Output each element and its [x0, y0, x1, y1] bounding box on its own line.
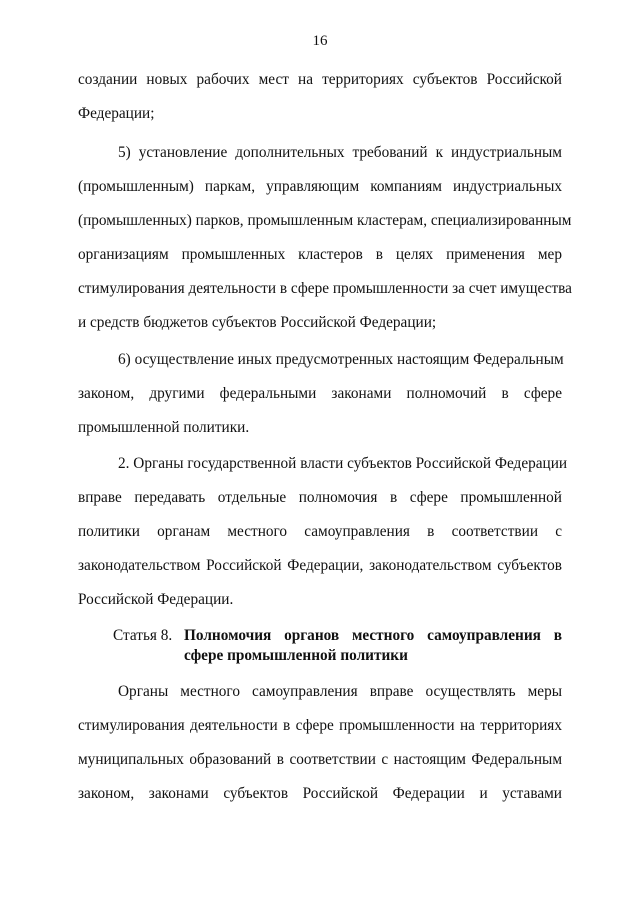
text-line: 5) установление дополнительных требований к индустриальным	[118, 144, 562, 161]
text-line: вправе передавать отдельные полномочия в сфере промышленной	[78, 489, 562, 506]
text-line: Российской Федерации.	[78, 591, 234, 608]
text-line: промышленной политики.	[78, 419, 250, 436]
article-title-line: сфере промышленной политики	[184, 647, 408, 664]
text-line: (промышленных) парков, промышленным кластерам, специализированным	[78, 212, 572, 229]
text-line: организациям промышленных кластеров в целях применения мер	[78, 246, 562, 263]
text-line: (промышленным) паркам, управляющим компаниям индустриальных	[78, 178, 562, 195]
text-line: создании новых рабочих мест на территориях субъектов Российской	[78, 71, 562, 88]
text-line: и средств бюджетов субъектов Российской Федерации;	[78, 314, 437, 331]
page-number: 16	[312, 33, 328, 49]
text-line: муниципальных образований в соответствии с настоящим Федеральным	[78, 751, 562, 768]
text-line: стимулирования деятельности в сфере промышленности на территориях	[78, 717, 562, 734]
text-line: политики органам местного самоуправления в соответствии с	[78, 523, 562, 540]
text-line: законом, другими федеральными законами полномочий в сфере	[78, 385, 562, 402]
article-label: Статья 8.	[113, 627, 173, 644]
text-line: Федерации;	[78, 105, 155, 122]
text-line: законом, законами субъектов Российской Федерации и уставами	[78, 785, 562, 802]
text-line: 2. Органы государственной власти субъектов Российской Федерации	[118, 455, 568, 472]
article-title-line: Полномочия органов местного самоуправления в	[184, 627, 562, 644]
text-line: стимулирования деятельности в сфере промышленности за счет имущества	[78, 280, 572, 297]
text-line: Органы местного самоуправления вправе осуществлять меры	[118, 683, 562, 700]
text-line: 6) осуществление иных предусмотренных настоящим Федеральным	[118, 351, 564, 368]
text-line: законодательством Российской Федерации, законодательством субъектов	[78, 557, 562, 574]
